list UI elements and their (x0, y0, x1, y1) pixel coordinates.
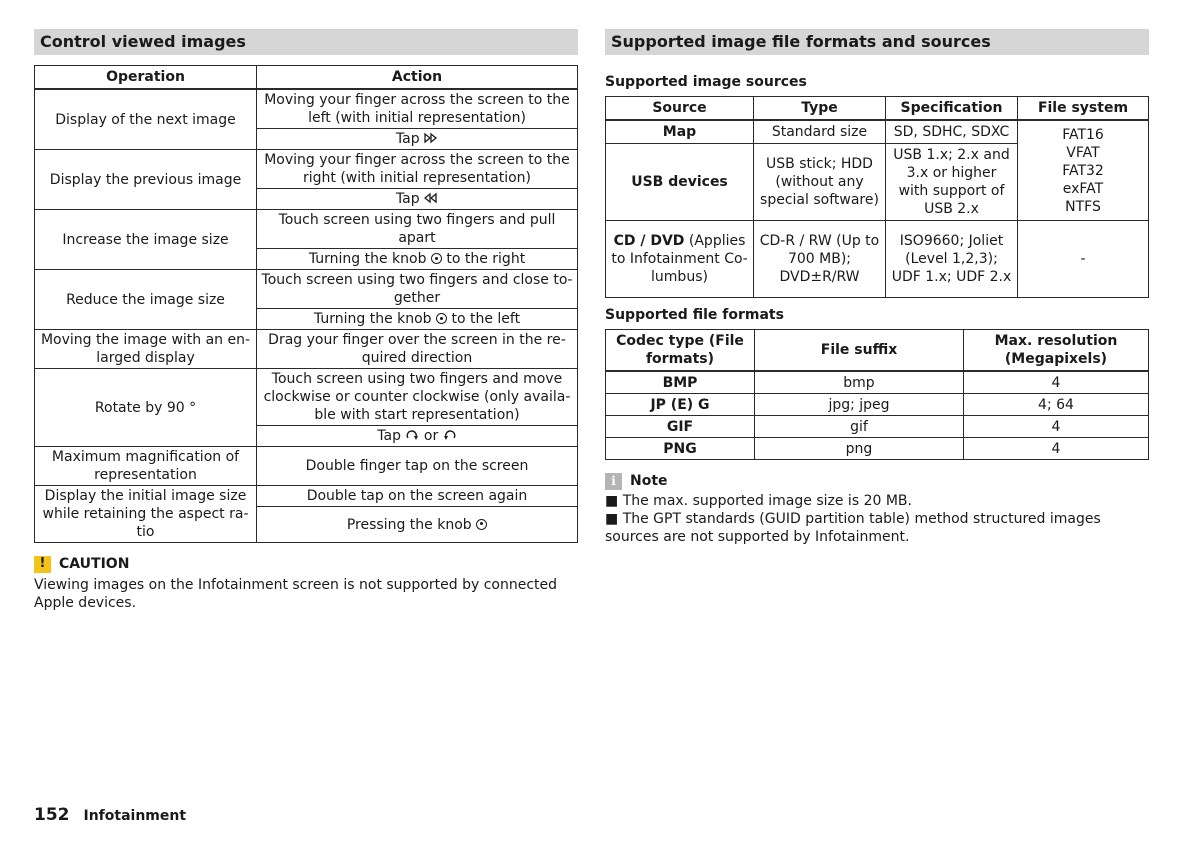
control-images-table (34, 65, 578, 543)
operation-cell: Rotate by 90 ° (35, 369, 257, 447)
source-cell: Map (606, 120, 754, 144)
table-row (606, 416, 1149, 438)
action-text: Touch screen using two fingers and close together (261, 272, 573, 306)
action-text: to the right (441, 251, 526, 267)
operation-cell: Display the initial image size while retaining the aspect ratio (35, 486, 257, 543)
note-title: Note (630, 473, 668, 489)
operation-cell: Maximum magnification of representation (35, 447, 257, 486)
table-row (606, 438, 1149, 460)
rotate-counterclockwise-icon (443, 429, 457, 441)
action-cell (257, 129, 578, 150)
table-row (35, 330, 578, 369)
source-name: CD / DVD (613, 233, 685, 249)
action-cell (257, 210, 578, 249)
caution-heading (34, 555, 578, 573)
file-system-cell: - (1018, 221, 1149, 298)
action-cell (257, 309, 578, 330)
chapter-name: Infotainment (83, 808, 187, 824)
knob-icon (436, 313, 447, 324)
table-row (35, 89, 578, 129)
image-sources-body (606, 120, 1149, 298)
file-formats-body (606, 371, 1149, 460)
knob-icon (476, 519, 487, 530)
action-text: Tap (377, 428, 406, 444)
rewind-icon (424, 192, 438, 204)
action-text: Tap (395, 191, 425, 207)
caution-title: CAUTION (59, 556, 130, 572)
subtitle-image-sources: Supported image sources (605, 74, 807, 90)
header-type: Type (754, 97, 886, 121)
source-cell (606, 221, 754, 298)
resolution-cell: 4 (964, 438, 1149, 460)
table-row (35, 150, 578, 189)
table-row (35, 210, 578, 249)
file-system-item: FAT32 (1062, 162, 1104, 179)
action-cell (257, 89, 578, 129)
section-title-control-images: Control viewed images (34, 29, 578, 55)
operation-cell: Display of the next image (35, 89, 257, 150)
operation-cell: Reduce the image size (35, 270, 257, 330)
operation-cell: Increase the image size (35, 210, 257, 270)
knob-icon (431, 253, 442, 264)
control-images-table-body (35, 89, 578, 543)
codec-cell: BMP (606, 371, 755, 394)
action-text: Double tap on the screen again (306, 488, 528, 505)
resolution-cell: 4 (964, 416, 1149, 438)
suffix-cell: jpg; jpeg (755, 394, 964, 416)
caution-text: Viewing images on the Infotainment screen is not supported by connected Apple devices. (34, 577, 558, 611)
source-note: (Applies to Infotainment Columbus) (611, 233, 748, 285)
operation-cell: Display the previous image (35, 150, 257, 210)
action-cell (257, 330, 578, 369)
spec-cell: ISO9660; Joliet (Level 1,2,3); UDF 1.x; UDF 2.x (886, 221, 1018, 298)
action-text: Turning the knob (308, 251, 431, 267)
header-operation: Operation (35, 66, 257, 90)
action-text: Pressing the knob (346, 516, 477, 533)
header-codec-type: Codec type (File formats) (606, 330, 755, 372)
file-system-item: exFAT (1062, 180, 1104, 197)
suffix-cell: png (755, 438, 964, 460)
type-cell: Standard size (754, 120, 886, 144)
suffix-cell: bmp (755, 371, 964, 394)
action-text: or (419, 428, 443, 444)
action-cell (257, 486, 578, 507)
file-system-item: VFAT (1066, 144, 1100, 161)
action-cell (257, 249, 578, 270)
table-row (606, 371, 1149, 394)
header-source: Source (606, 97, 754, 121)
note-item-text: The max. supported image size is 20 MB. (622, 493, 912, 509)
action-cell (257, 150, 578, 189)
action-cell (257, 426, 578, 447)
action-text: Drag your finger over the screen in the required direction (268, 332, 566, 366)
file-system-item: NTFS (1065, 198, 1101, 215)
action-cell (257, 447, 578, 486)
spec-cell: SD, SDHC, SDXC (886, 120, 1018, 144)
info-icon: i (605, 473, 622, 490)
section-title-supported-formats: Supported image file formats and sources (605, 29, 1149, 55)
codec-cell: GIF (606, 416, 755, 438)
table-row (606, 120, 1149, 144)
subtitle-file-formats: Supported file formats (605, 307, 784, 323)
action-text: Touch screen using two fingers and move clockwise or counter clockwise (only available with start representation) (263, 371, 571, 423)
action-text: to the left (447, 311, 521, 327)
operation-cell: Moving the image with an enlarged display (35, 330, 257, 369)
page-footer (34, 805, 186, 825)
fast-forward-icon (424, 132, 438, 144)
spec-cell: USB 1.x; 2.x and 3.x or higher with support of USB 2.x (886, 144, 1018, 221)
header-file-system: File system (1018, 97, 1149, 121)
image-sources-table (605, 96, 1149, 298)
action-text: Moving your finger across the screen to the right (with initial representation) (264, 152, 575, 186)
note-heading (605, 472, 1149, 490)
page-number: 152 (34, 805, 70, 825)
table-row (35, 369, 578, 426)
header-specification: Specification (886, 97, 1018, 121)
right-column (605, 29, 1149, 546)
resolution-cell: 4; 64 (964, 394, 1149, 416)
action-text: Moving your finger across the screen to the left (with initial representation) (264, 92, 575, 126)
action-text: Double finger tap on the screen (305, 458, 529, 474)
action-cell (257, 189, 578, 210)
table-row (35, 270, 578, 309)
codec-cell: JP (E) G (606, 394, 755, 416)
action-text: Touch screen using two fingers and pull apart (278, 212, 560, 246)
action-cell (257, 507, 578, 543)
warning-icon: ! (34, 556, 51, 573)
table-row (606, 221, 1149, 298)
note-item-text: The GPT standards (GUID partition table) method structured images sources are not supported by Infotainment. (605, 511, 1101, 545)
action-cell (257, 369, 578, 426)
note-item: ■ The GPT standards (GUID partition table) method structured images sources are not supported by Infotainment. (605, 511, 1101, 545)
file-formats-table (605, 329, 1149, 460)
suffix-cell: gif (755, 416, 964, 438)
file-system-item: FAT16 (1062, 126, 1104, 143)
table-row (35, 447, 578, 486)
header-file-suffix: File suffix (755, 330, 964, 372)
header-action: Action (257, 66, 578, 90)
table-row (606, 394, 1149, 416)
action-cell (257, 270, 578, 309)
action-text: Tap (395, 131, 425, 147)
left-column (34, 29, 578, 612)
header-max-resolution: Max. resolution (Megapixels) (964, 330, 1149, 372)
table-row (35, 486, 578, 507)
note-item: ■ The max. supported image size is 20 MB. (605, 493, 912, 509)
source-cell: USB devices (606, 144, 754, 221)
file-system-cell (1018, 120, 1149, 221)
resolution-cell: 4 (964, 371, 1149, 394)
type-cell: USB stick; HDD (without any special software) (754, 144, 886, 221)
rotate-clockwise-icon (405, 429, 419, 441)
action-text: Turning the knob (313, 311, 437, 327)
codec-cell: PNG (606, 438, 755, 460)
type-cell: CD-R / RW (Up to 700 MB); DVD±R/RW (754, 221, 886, 298)
